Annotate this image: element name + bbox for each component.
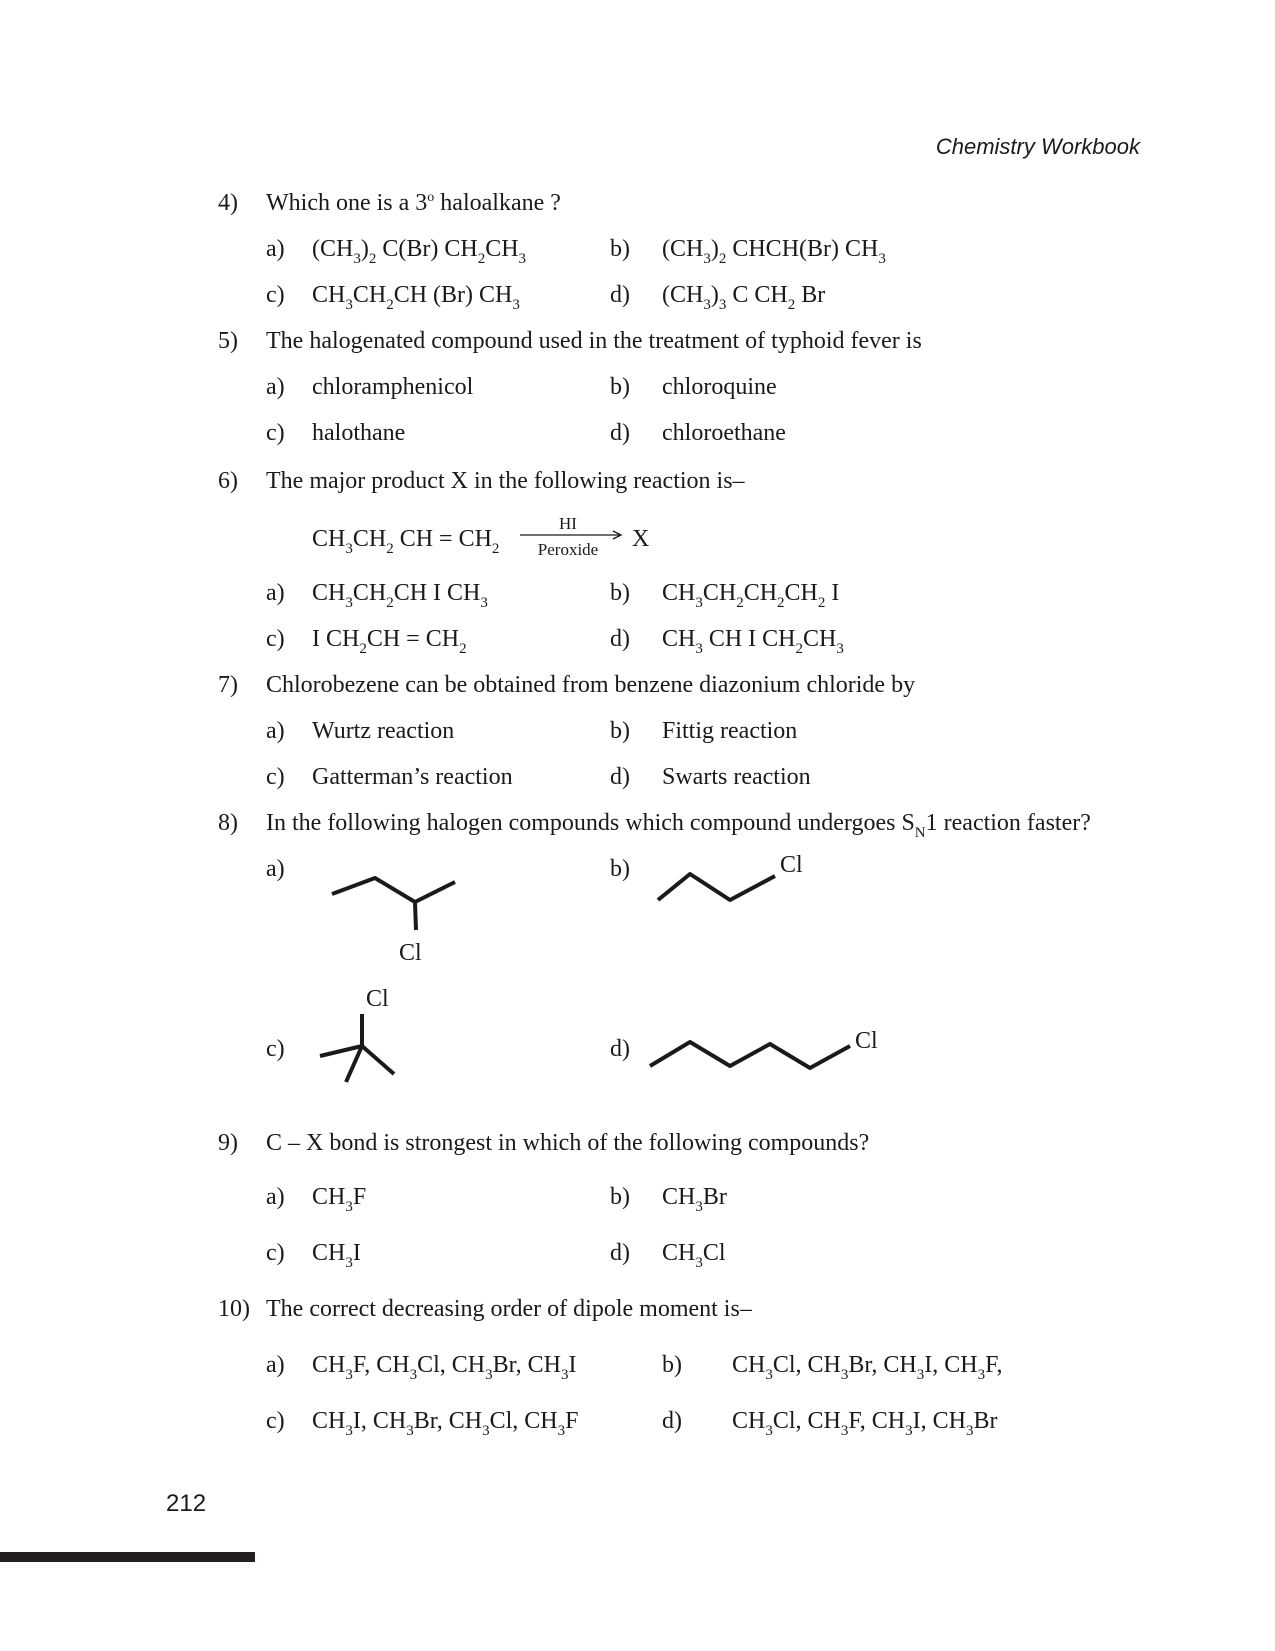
workbook-title: Chemistry Workbook: [935, 134, 1140, 159]
q9-option-a-label: a): [266, 1184, 285, 1210]
question-9-number: 9): [218, 1130, 238, 1156]
q5-option-b-label: b): [610, 374, 630, 400]
q5-option-d-label: d): [610, 420, 630, 446]
q8-option-a-label: a): [266, 856, 285, 882]
q6-reactant: $CH_3CH_2$ CH = $CH_2$: [312, 526, 500, 557]
question-8-number: 8): [218, 810, 238, 836]
q4-option-d-text: $(CH_3)_3$ C $CH_2$ Br: [662, 282, 826, 313]
q10-option-a-text: $CH_3F$, $CH_3Cl$, $CH_3Br$, $CH_3I$: [312, 1352, 577, 1383]
q4-option-c-label: c): [266, 282, 285, 308]
q10-option-c-text: $CH_3I$, $CH_3Br$, $CH_3Cl$, $CH_3F$: [312, 1408, 579, 1439]
q4-option-b-text: $(CH_3)_2$ CHCH(Br) $CH_3$: [662, 236, 886, 267]
q8-structure-a: [320, 860, 470, 970]
q10-option-b-text: $CH_3Cl$, $CH_3Br$, $CH_3I$, $CH_3F$,: [732, 1352, 1003, 1383]
q7-option-b-text: Fittig reaction: [662, 718, 798, 744]
q8-option-b-label: b): [610, 856, 630, 882]
q6-reagent: HI: [559, 514, 577, 533]
question-6-text: The major product X in the following reaction is–: [266, 468, 745, 494]
q5-option-c-text: halothane: [312, 420, 406, 446]
question-7-text: Chlorobezene can be obtained from benzene diazonium chloride by: [266, 672, 916, 698]
q6-option-b-text: $CH_3CH_2CH_2CH_2$ I: [662, 580, 840, 611]
q6-option-a-label: a): [266, 580, 285, 606]
q9-option-c-text: $CH_3I$: [312, 1240, 361, 1271]
q7-option-c-text: Gatterman’s reaction: [312, 764, 513, 790]
q5-option-b-text: chloroquine: [662, 374, 777, 400]
question-9-text: C – X bond is strongest in which of the following compounds?: [266, 1130, 870, 1156]
q4-option-c-text: $CH_3CH_2CH$ (Br) $CH_3$: [312, 282, 520, 313]
q8-structure-c-atom: Cl: [366, 986, 389, 1012]
q6-option-a-text: $CH_3CH_2CH$ I $CH_3$: [312, 580, 488, 611]
q5-option-a-text: chloramphenicol: [312, 374, 474, 400]
q8-structure-b: [650, 860, 790, 930]
q7-option-a-label: a): [266, 718, 285, 744]
q10-option-c-label: c): [266, 1408, 285, 1434]
q5-option-c-label: c): [266, 420, 285, 446]
question-10-number: 10): [218, 1296, 250, 1322]
q9-option-b-text: $CH_3Br$: [662, 1184, 727, 1215]
q7-option-c-label: c): [266, 764, 285, 790]
q4-option-a-label: a): [266, 236, 285, 262]
q9-option-d-label: d): [610, 1240, 630, 1266]
question-5-text: The halogenated compound used in the treatment of typhoid fever is: [266, 328, 922, 354]
q4-option-b-label: b): [610, 236, 630, 262]
q6-option-d-text: $CH_3$ CH I $CH_2CH_3$: [662, 626, 844, 657]
q7-option-b-label: b): [610, 718, 630, 744]
question-5-number: 5): [218, 328, 238, 354]
q6-condition: Peroxide: [537, 540, 599, 559]
footer-bar: [0, 1552, 255, 1562]
q4-option-a-text: $(CH_3)_2$ C(Br) $CH_2CH_3$: [312, 236, 527, 267]
q9-option-a-text: $CH_3F$: [312, 1184, 367, 1215]
q7-option-d-label: d): [610, 764, 630, 790]
q9-option-b-label: b): [610, 1184, 630, 1210]
q6-option-d-label: d): [610, 626, 630, 652]
q8-structure-d-atom: Cl: [855, 1028, 878, 1054]
question-6-number: 6): [218, 468, 238, 494]
q6-option-b-label: b): [610, 580, 630, 606]
q10-option-b-label: b): [662, 1352, 682, 1378]
q8-structure-b-atom: Cl: [780, 852, 803, 878]
q7-option-d-text: Swarts reaction: [662, 764, 811, 790]
q6-option-c-label: c): [266, 626, 285, 652]
q9-option-d-text: $CH_3Cl$: [662, 1240, 726, 1271]
q5-option-d-text: chloroethane: [662, 420, 786, 446]
q6-product: X: [632, 526, 650, 552]
q7-option-a-text: Wurtz reaction: [312, 718, 455, 744]
q6-option-c-text: I $CH_2CH = CH_2$: [312, 626, 467, 657]
q8-option-c-label: c): [266, 1036, 285, 1062]
q8-structure-d: [645, 1030, 865, 1100]
q10-option-d-text: $CH_3Cl$, $CH_3F$, $CH_3I$, $CH_3Br$: [732, 1408, 998, 1439]
question-10-text: The correct decreasing order of dipole moment is–: [266, 1296, 752, 1322]
q4-option-d-label: d): [610, 282, 630, 308]
question-7-number: 7): [218, 672, 238, 698]
question-8-text: In the following halogen compounds which compound undergoes $S_N1$ reaction faster?: [266, 810, 1091, 841]
q8-structure-a-atom: Cl: [399, 940, 422, 966]
question-4-number: 4): [218, 190, 238, 216]
q8-structure-c: [310, 1010, 410, 1090]
q10-option-a-label: a): [266, 1352, 285, 1378]
page-number: 212: [166, 1490, 207, 1517]
question-4-text: Which one is a 3$^o$ haloalkane ?: [266, 190, 561, 216]
q10-option-d-label: d): [662, 1408, 682, 1434]
q9-option-c-label: c): [266, 1240, 285, 1266]
q5-option-a-label: a): [266, 374, 285, 400]
q8-option-d-label: d): [610, 1036, 630, 1062]
